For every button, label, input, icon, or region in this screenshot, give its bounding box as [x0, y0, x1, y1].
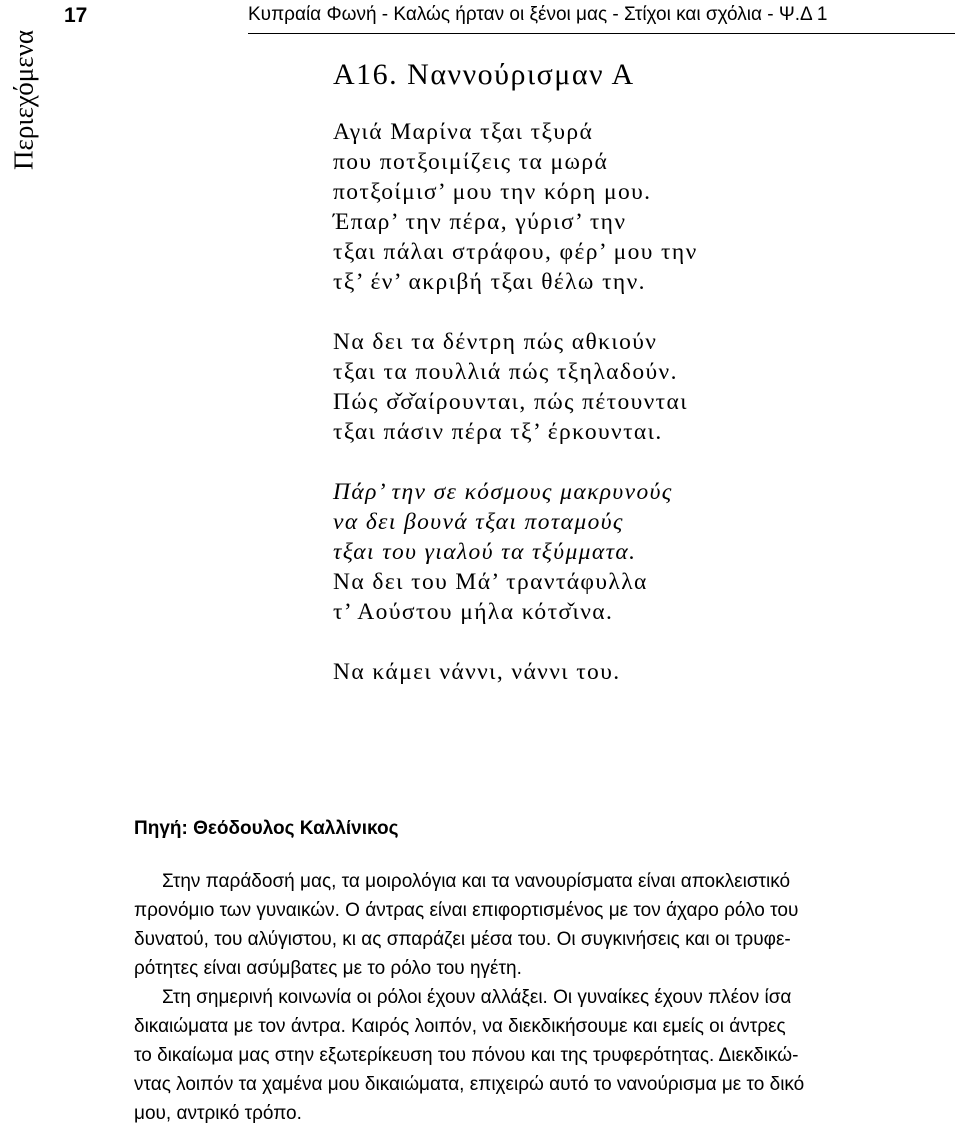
commentary-line: προνόμιο των γυναικών. Ο άντρας είναι επιφορτισμένος με τον άχαρο ρόλο του: [134, 900, 799, 921]
header-divider: [248, 33, 955, 34]
poem-line: ποτξοίμισ’ μου την κόρη μου.: [333, 179, 652, 205]
poem-line: Να δει τα δέντρη πώς αθκιούν: [333, 329, 658, 355]
commentary-text: [134, 867, 954, 1128]
poem-line: Αγιά Μαρίνα τξαι τξυρά: [333, 119, 594, 145]
contents-side-tab[interactable]: [0, 0, 46, 1133]
poem-line: τξ’ έν’ ακριβή τξαι θέλω την.: [333, 269, 646, 295]
commentary-line: Στην παράδοσή μας, τα μοιρολόγια και τα νανουρίσματα είναι αποκλειστικό: [162, 871, 791, 892]
poem-line: που ποτξοιμίζεις τα μωρά: [333, 149, 609, 175]
poem-line: τξαι τα πουλλιά πώς τξηλαδούν.: [333, 359, 678, 385]
poem-line: Έπαρ’ την πέρα, γύρισ’ την: [333, 209, 627, 235]
poem-line: Πώς σ̌σ̌αίρουνται, πώς πέτουνται: [333, 389, 688, 415]
poem-line: τξαι πάλαι στράφου, φέρ’ μου την: [333, 239, 698, 265]
commentary-line: μου, αντρικό τρόπο.: [134, 1103, 302, 1124]
commentary-line: Στη σημερινή κοινωνία οι ρόλοι έχουν αλλάξει. Οι γυναίκες έχουν πλέον ίσα: [162, 987, 792, 1008]
commentary-line: το δικαίωμα μας στην εξωτερίκευση του πόνου και της τρυφερότητας. Διεκδικώ-: [134, 1045, 799, 1066]
poem-title: Α16. Ναννούρισμαν Α: [333, 58, 635, 91]
poem-line: τ’ Αούστου μήλα κότσ̌ινα.: [333, 599, 614, 625]
commentary-line: δυνατού, του αλύγιστου, κι ας σπαράζει μέσα του. Οι συγκινήσεις και οι τρυφε-: [134, 929, 791, 950]
poem-line: Να κάμει νάννι, νάννι του.: [333, 659, 621, 685]
poem-stanza-5: [333, 657, 698, 687]
poem-stanza-4: [333, 567, 698, 627]
contents-link[interactable]: Περιεχόμενα: [8, 30, 39, 170]
poem-stanza-3: [333, 477, 698, 567]
page-number: 17: [64, 4, 88, 27]
source-credit: Πηγή: Θεόδουλος Καλλίνικος: [134, 818, 399, 839]
poem-line: τξαι του γιαλού τα τξύμματα.: [333, 539, 637, 565]
commentary-line: ρότητες είναι ασύμβατες με το ρόλο του ηγέτη.: [134, 958, 522, 979]
poem-body: [333, 117, 698, 717]
poem-line: τξαι πάσιν πέρα τξ’ έρκουνται.: [333, 419, 663, 445]
poem-line: Πάρ’ την σε κόσμους μακρυνούς: [333, 479, 673, 505]
running-header-title: Κυπραία Φωνή - Καλώς ήρταν οι ξένοι μας - Στίχοι και σχόλια - Ψ.Δ 1: [248, 4, 828, 25]
commentary-line: δικαιώματα με τον άντρα. Καιρός λοιπόν, να διεκδικήσουμε και εμείς οι άντρες: [134, 1016, 786, 1037]
poem-line: να δει βουνά τξαι ποταμούς: [333, 509, 624, 535]
poem-stanza-1: [333, 117, 698, 297]
commentary-line: ντας λοιπόν τα χαμένα μου δικαιώματα, επιχειρώ αυτό το νανούρισμα με το δικό: [134, 1074, 805, 1095]
poem-stanza-2: [333, 327, 698, 447]
poem-line: Να δει του Μά’ τραντάφυλλα: [333, 569, 648, 595]
